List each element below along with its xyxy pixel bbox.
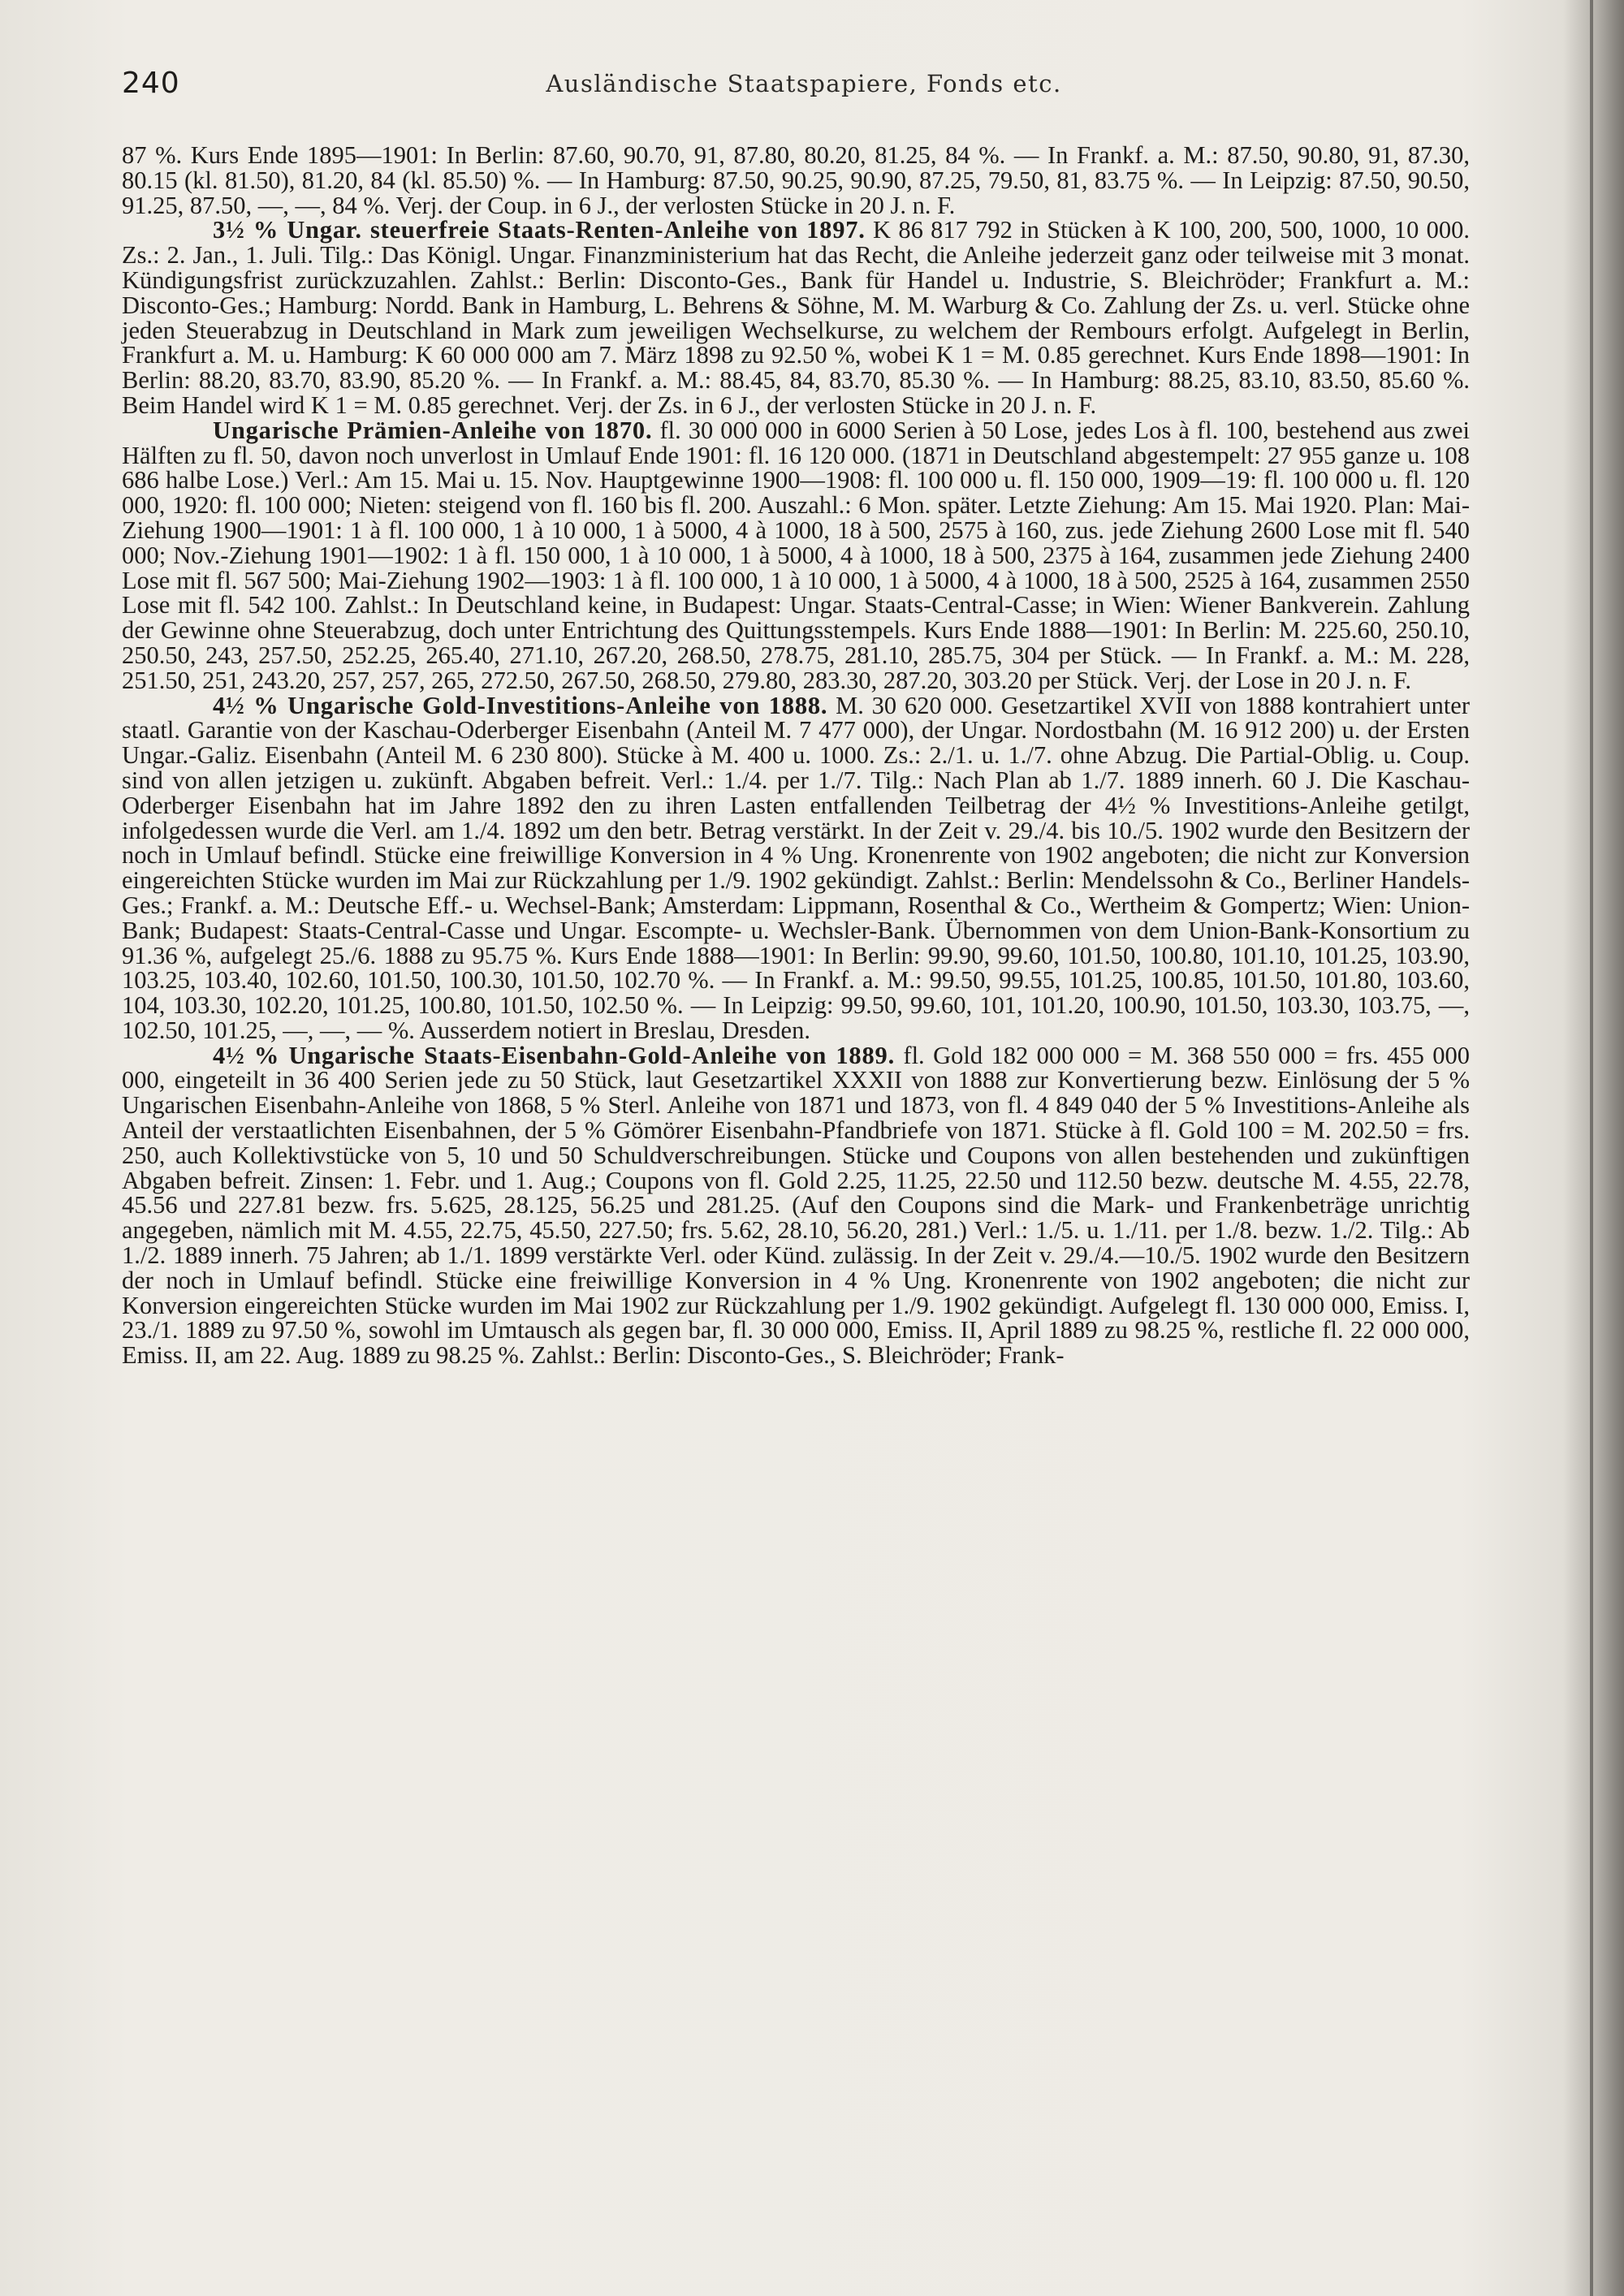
entry-praemien-1870 [122, 418, 1470, 693]
entry-eisenbahn-gold-1889 [122, 1043, 1470, 1368]
entry-staats-renten-1897 [122, 218, 1470, 417]
entry-text: fl. Gold 182 000 000 = M. 368 550 000 = frs. 455 000 000, eingeteilt in 36 400 Serien jede zu 50 Stück, laut Gesetzartikel XXXII von 1888 zur Konvertierung bezw. Einlösung der 5 % Ungarischen Eisenbahn-Anleihe von 1868, 5 % Sterl. Anleihe von 1871 und 1873, von fl. 4 849 040 der 5 % Investitions-Anleihe als Anteil der verstaatlichten Eisenbahnen, der 5 % Gömörer Eisenbahn-Pfandbriefe von 1871. Stücke à fl. Gold 100 = M. 202.50 = frs. 250, auch Kollektivstücke von 5, 10 und 50 Schuldverschreibungen. Stücke und Coupons von allen bestehenden und zukünftigen Abgaben befreit. Zinsen: 1. Febr. und 1. Aug.; Coupons von fl. Gold 2.25, 11.25, 22.50 und 112.50 bezw. deutsche M. 4.55, 22.78, 45.56 und 227.81 bezw. frs. 5.625, 28.125, 56.25 und 281.25. (Auf den Coupons sind die Mark- und Frankenbeträge unrichtig angegeben, nämlich mit M. 4.55, 22.75, 45.50, 227.50; frs. 5.62, 28.10, 56.20, 281.) Verl.: 1./5. u. 1./11. per 1./8. bezw. 1./2. Tilg.: Ab 1./2. 1889 innerh. 75 Jahren; ab 1./1. 1899 verstärkte Verl. oder Künd. zulässig. In der Zeit v. 29./4.—10./5. 1902 wurde den Besitzern der noch in Umlauf befindl. Stücke eine freiwillige Konversion in 4 % Ung. Kronenrente von 1902 angeboten; die nicht zur Konversion eingereichten Stücke wurden im Mai 1902 zur Rückzahlung per 1./9. 1902 gekündigt. Aufgelegt fl. 130 000 000, Emiss. I, 23./1. 1889 zu 97.50 %, sowohl im Umtausch als gegen bar, fl. 30 000 000, Emiss. II, April 1889 zu 98.25 %, restliche fl. 22 000 000, Emiss. II, am 22. Aug. 1889 zu 98.25 %. Zahlst.: Berlin: Disconto-Ges., S. Bleichröder; Frank- [122, 1041, 1470, 1370]
entry-text: K 86 817 792 in Stücken à K 100, 200, 500, 1000, 10 000. Zs.: 2. Jan., 1. Juli. Tilg.: Das Königl. Ungar. Finanzministerium hat das Recht, die Anleihe jederzeit ganz oder teilweise mit 3 monat. Kündigungsfrist zurückzuzahlen. Zahlst.: Berlin: Disconto-Ges., Bank für Handel u. Industrie, S. Bleichröder; Frankfurt a. M.: Disconto-Ges.; Hamburg: Nordd. Bank in Hamburg, L. Behrens & Söhne, M. M. Warburg & Co. Zahlung der Zs. u. verl. Stücke ohne jeden Steuerabzug in Deutschland in Mark zum jeweiligen Wechselkurse, zu welchem der Rembours erfolgt. Aufgelegt in Berlin, Frankfurt a. M. u. Hamburg: K 60 000 000 am 7. März 1898 zu 92.50 %, wobei K 1 = M. 0.85 gerechnet. Kurs Ende 1898—1901: In Berlin: 88.20, 83.70, 83.90, 85.20 %. — In Frankf. a. M.: 88.45, 84, 83.70, 85.30 %. — In Hamburg: 88.25, 83.10, 83.50, 85.60 %. Beim Handel wird K 1 = M. 0.85 gerechnet. Verj. der Zs. in 6 J., der verlosten Stücke in 20 J. n. F. [122, 216, 1470, 419]
entry-gold-investitions-1888 [122, 693, 1470, 1043]
page-edge-shadow [1563, 0, 1624, 2296]
paragraph-continuation [122, 143, 1470, 218]
entry-text: M. 30 620 000. Gesetzartikel XVII von 1888 kontrahiert unter staatl. Garantie von der Kaschau-Oderberger Eisenbahn (Anteil M. 7 477 000), der Ungar. Nordostbahn (M. 16 912 200) u. der Ersten Ungar.-Galiz. Eisenbahn (Anteil M. 6 230 800). Stücke à M. 400 u. 1000. Zs.: 2./1. u. 1./7. ohne Abzug. Die Partial-Oblig. u. Coup. sind von allen jetzigen u. zukünft. Abgaben befreit. Verl.: 1./4. per 1./7. Tilg.: Nach Plan ab 1./7. 1889 innerh. 60 J. Die Kaschau-Oderberger Eisenbahn hat im Jahre 1892 den zu ihren Lasten entfallenden Teilbetrag der 4½ % Investitions-Anleihe getilgt, infolgedessen wurde die Verl. am 1./4. 1892 um den betr. Betrag verstärkt. In der Zeit v. 29./4. bis 10./5. 1902 wurde den Besitzern der noch in Umlauf befindl. Stücke eine freiwillige Konversion in 4 % Ung. Kronenrente von 1902 angeboten; die nicht zur Konversion eingereichten Stücke wurden im Mai zur Rückzahlung per 1./9. 1902 gekündigt. Zahlst.: Berlin: Mendelssohn & Co., Berliner Handels-Ges.; Frankf. a. M.: Deutsche Eff.- u. Wechsel-Bank; Amsterdam: Lippmann, Rosenthal & Co., Wertheim & Gompertz; Wien: Union-Bank; Budapest: Staats-Central-Casse und Ungar. Escompte- u. Wechsler-Bank. Übernommen von dem Union-Bank-Konsortium zu 91.36 %, aufgelegt 25./6. 1888 zu 95.75 %. Kurs Ende 1888—1901: In Berlin: 99.90, 99.60, 101.50, 100.80, 101.10, 101.25, 103.90, 103.25, 103.40, 102.60, 101.50, 100.30, 101.50, 102.70 %. — In Frankf. a. M.: 99.50, 99.55, 101.25, 100.85, 101.50, 101.80, 103.60, 104, 103.30, 102.20, 101.25, 100.80, 101.50, 102.50 %. — In Leipzig: 99.50, 99.60, 101, 101.20, 100.90, 101.50, 103.30, 103.75, —, 102.50, 101.25, —, —, — %. Ausserdem notiert in Breslau, Dresden. [122, 691, 1470, 1044]
entry-title: Ungarische Prämien-Anleihe von 1870. [213, 416, 653, 444]
running-title: Ausländische Staatspapiere, Fonds etc. [546, 70, 1062, 97]
entry-title: 4½ % Ungarische Gold-Investitions-Anleihe von 1888. [213, 691, 828, 719]
paragraph-text: 87 %. Kurs Ende 1895—1901: In Berlin: 87.60, 90.70, 91, 87.80, 80.20, 81.25, 84 %. — In Frankf. a. M.: 87.50, 90.80, 91, 87.30, 80.15 (kl. 81.50), 81.20, 84 (kl. 85.50) %. — In Hamburg: 87.50, 90.25, 90.90, 87.25, 79.50, 81, 83.75 %. — In Leipzig: 87.50, 90.50, 91.25, 87.50, —, —, 84 %. Verj. der Coup. in 6 J., der verlosten Stücke in 20 J. n. F. [122, 141, 1470, 219]
entry-title: 4½ % Ungarische Staats-Eisenbahn-Gold-Anleihe von 1889. [213, 1041, 896, 1069]
page-header [122, 67, 1486, 115]
entry-text: fl. 30 000 000 in 6000 Serien à 50 Lose, jedes Los à fl. 100, bestehend aus zwei Hälften zu fl. 50, davon noch unverlost in Umlauf Ende 1901: fl. 16 120 000. (1871 in Deutschland abgestempelt: 27 955 ganze u. 108 686 halbe Lose.) Verl.: Am 15. Mai u. 15. Nov. Hauptgewinne 1900—1908: fl. 100 000 u. fl. 150 000, 1909—19: fl. 100 000 u. fl. 120 000, 1920: fl. 100 000; Nieten: steigend von fl. 160 bis fl. 200. Auszahl.: 6 Mon. später. Letzte Ziehung: Am 15. Mai 1920. Plan: Mai-Ziehung 1900—1901: 1 à fl. 100 000, 1 à 10 000, 1 à 5000, 4 à 1000, 18 à 500, 2575 à 160, zus. jede Ziehung 2600 Lose mit fl. 540 000; Nov.-Ziehung 1901—1902: 1 à fl. 150 000, 1 à 10 000, 1 à 5000, 4 à 1000, 18 à 500, 2375 à 164, zusammen jede Ziehung 2400 Lose mit fl. 567 500; Mai-Ziehung 1902—1903: 1 à fl. 100 000, 1 à 10 000, 1 à 5000, 4 à 1000, 18 à 500, 2525 à 164, zusammen 2550 Lose mit fl. 542 100. Zahlst.: In Deutschland keine, in Budapest: Ungar. Staats-Central-Casse; in Wien: Wiener Bankverein. Zahlung der Gewinne ohne Steuerabzug, doch unter Entrichtung des Quittungsstempels. Kurs Ende 1888—1901: In Berlin: M. 225.60, 250.10, 250.50, 243, 257.50, 252.25, 265.40, 271.10, 267.20, 268.50, 278.75, 281.10, 285.75, 304 per Stück. — In Frankf. a. M.: M. 228, 251.50, 251, 243.20, 257, 257, 265, 272.50, 267.50, 268.50, 279.80, 283.30, 287.20, 303.20 per Stück. Verj. der Lose in 20 J. n. F. [122, 416, 1470, 694]
body-text [122, 143, 1470, 1368]
page-edge-line [1590, 0, 1593, 2296]
page-number: 240 [122, 67, 180, 100]
entry-title: 3½ % Ungar. steuerfreie Staats-Renten-Anleihe von 1897. [213, 216, 866, 244]
